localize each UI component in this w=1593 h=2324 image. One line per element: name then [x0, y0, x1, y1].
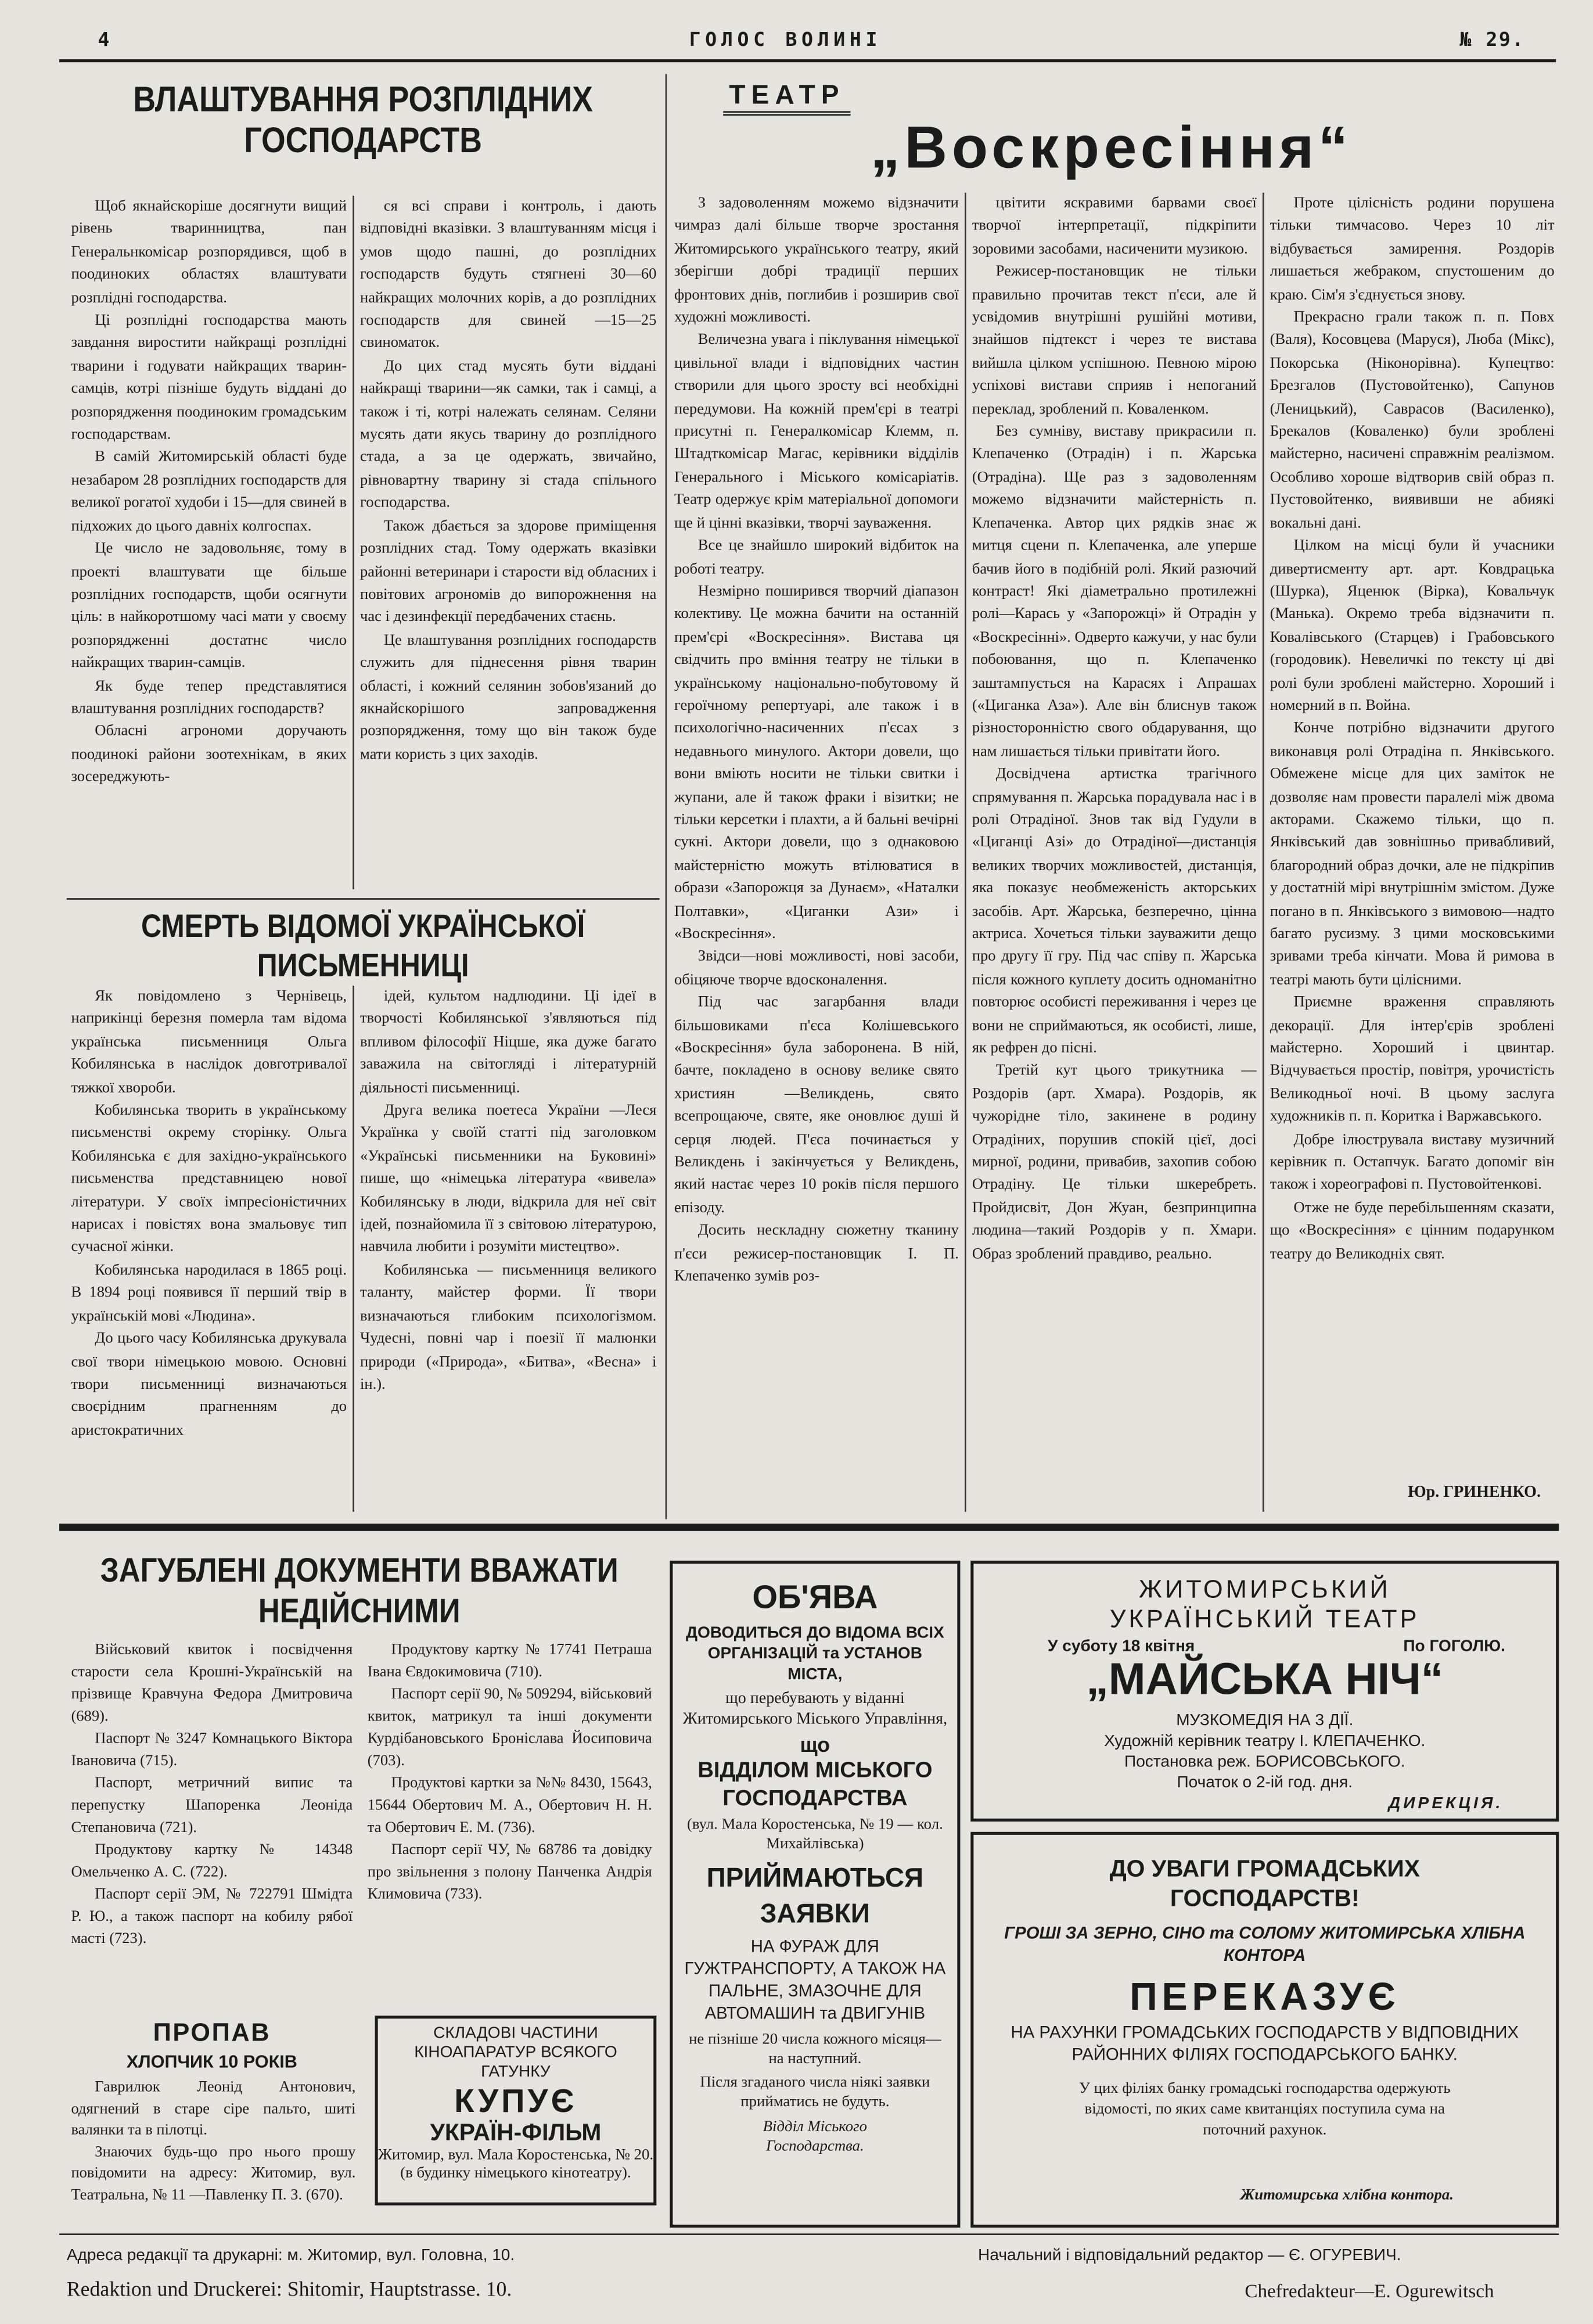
footer-editor-uk: Начальний і відповідальний редактор — Є. ОГУРЕВИЧ. — [978, 2247, 1401, 2265]
column-divider — [353, 986, 354, 1512]
paragraph: Величезна увага і піклування німецької цивільної влади і відповідних частин створили для цього зросту всі необхідні передумови. На кожній прем'єрі в театрі присутні п. Генералкомісар Клемм, п. Штадткомісар Магас, керівники відділів Генерального і Міського комісаріатів. Театр одержує крім матеріальної допомоги ще й цінні вказівки, творчі зауваження. — [674, 332, 959, 532]
paragraph: Все це знайшло широкий відбиток на роботі театру. — [674, 538, 959, 577]
paragraph: Знаючих будь-що про нього прошу повідомити на адресу: Житомир, вул. Театральна, № 11 —Павленку П. З. (670). — [71, 2143, 356, 2203]
section-divider — [666, 74, 667, 1520]
breeding-col-2 — [360, 196, 656, 892]
paragraph: Військовий квиток і посвідчення старости села Крошні-Українській на прізвище Кравчуна Федора Дмитровича (689). — [71, 1642, 353, 1726]
announcement-deadline: не пізніше 20 числа кожного місяця—на наступний. — [689, 2032, 941, 2068]
paragraph: Паспорт № 3247 Комнацького Віктора Івановича (715). — [71, 1731, 353, 1770]
paragraph: До цього часу Кобилянська друкувала свої твори німецькою мовою. Основні твори письменниці визначаються своєрідним прагненням до аристократичних — [71, 1331, 347, 1439]
footer-address-de: Redaktion und Druckerei: Shitomir, Hauptstrasse. 10. — [66, 2279, 512, 2302]
column-divider — [1263, 193, 1264, 1512]
grain-ad — [970, 1832, 1559, 2228]
ukrfilm-buys: КУПУЄ — [454, 2082, 577, 2120]
paragraph: З задоволенням можемо відзначити чимраз далі більше творче зростання Житомирського українського театру, який зберігши добрі традиції перших фронтових днів, поглибив і розширив свої художні можливості. — [674, 195, 959, 326]
paragraph: Отже не буде перебільшенням сказати, що «Воскресіння» є цінним подарунком театру до Великодніх свят. — [1270, 1200, 1555, 1263]
announcement-title: ОБ'ЯВА — [752, 1578, 878, 1616]
column-divider — [353, 196, 354, 889]
paragraph: Третій кут цього трикутника — Роздорів (арт. Хмара). Роздорів, як чужорідне тіло, закинене в родину Отрадіних, порушив спокій цієї, досі мирної, родини, привабив, захопив собою Отрадіну. Це тільки шкеребреть. Пройдисвіт, Дон Жуан, безпринципна людина—такий Роздорів у п. Хмари. Образ зроблений правдиво, реально. — [972, 1063, 1257, 1263]
paragraph: Звідси—нові можливості, нові засоби, обіцяюче творче вдосконалення. — [674, 949, 959, 989]
missing-text — [71, 2078, 355, 2211]
announcement-signature: Відділ Міського Господарства. — [763, 2119, 868, 2156]
paragraph: Досить нескладну сюжетну тканину п'єси режисер-постановщик І. П. Клепаченко зумів роз- — [674, 1223, 959, 1285]
paragraph: Незмірно поширився творчий діапазон колективу. Це можна бачити на останній прем'єрі «Воскресіння». Вистава ця свідчить про вміння театру не тільки в українському національно-побутовому й героїчному репертуарі, але також і в психологічно-насиченних п'єсах з недавнього минулого. Актори довели, що вони вміють носити не тільки свитки і жупани, але й також фраки і візитки; не тільки керсетки і плахти, а й бальні вечірні сукні. Актори довели, що з однаковою майстерністю можуть втілюватися в образи «Запорожця за Дунаєм», «Наталки Полтавки», «Циганки Ази» і «Воскресіння». — [674, 584, 959, 943]
paragraph: Щоб якнайскоріше досягнути вищий рівень тваринництва, пан Генеральнкомісар розпорядився, щоб в поодиноких областях влаштувати розплідні господарства. — [71, 198, 347, 307]
paragraph: Паспорт серії 90, № 509294, військовий квиток, матрикул та інші документи Курдібановського Броніслава Йосиповича (703). — [367, 1686, 652, 1770]
paragraph: Прекрасно грали також п. п. Повх (Валя), Косовцева (Маруся), Люба (Мікс), Покорська (Ніконорівна). Купецтво: Брезгалов (Пустовойтенко), Сапунов (Леницький), Саврасов (Василенко), Брекалов (Коваленко) були зроблені майстерно, насичені справжнім реалізмом. Особливо хороше відтворив свій образ п. Пустовойтенко, виявивши не абиякі вокальні дані. — [1270, 310, 1555, 532]
obituary-title: СМЕРТЬ ВІДОМОЇ УКРАЇНСЬКОЇ ПИСЬМЕННИЦІ — [141, 909, 585, 985]
grain-ad-title: ДО УВАГИ ГРОМАДСЬКИХ ГОСПОДАРСТВ! — [1109, 1857, 1420, 1912]
paragraph: Як буде тепер представлятися влаштування розплідних господарств? — [71, 678, 347, 717]
paragraph: ідей, культом надлюдини. Ці ідеї в творчості Кобилянської з'являються під впливом філософії Ніцше, яка дуже багато заважила на світогляді і літературній діяльності письменниці. — [360, 988, 657, 1097]
announcement-line2: що перебувають у віданні Житомирського Міського Управління, — [682, 1689, 948, 1729]
paragraph: В самій Житомирській області буде незабаром 28 розплідних господарств для великої рогатої худоби і 15—для свиней в підхожих до цього давніх колгоспах. — [71, 450, 347, 535]
theatre-ad-title: ЖИТОМИРСЬКИЙ УКРАЇНСЬКИЙ ТЕАТР — [1109, 1575, 1420, 1633]
paragraph: Гаврилюк Леонід Антонович, одягнений в старе сіре пальто, шиті валянки та в пілотці. — [71, 2079, 356, 2139]
paragraph: Приємне враження справляють декорації. Для інтер'єрів зроблені майстерно. Хороший і цвинтар. Відчувається простір, повітря, урочистість Великодньої ночі. В цьому заслуга художників п. п. Коритка і Варжавського. — [1270, 994, 1555, 1126]
breeding-article-title: ВЛАШТУВАННЯ РОЗПЛІДНИХ ГОСПОДАРСТВ — [133, 80, 593, 161]
paragraph: Паспорт серії ЧУ, № 68786 та довідку про звільнення з полону Панченка Андрія Климовича (733). — [367, 1842, 652, 1903]
issue-number: № 29. — [1459, 30, 1525, 52]
announcement-note: Після згаданого числа ніякі заявки прийматись не будуть. — [700, 2075, 930, 2111]
lost-documents-col-1 — [71, 1639, 353, 2017]
announcement-line3: що — [800, 1732, 830, 1757]
newspaper-title: ГОЛОС ВОЛИНІ — [689, 30, 882, 52]
footer-rule — [59, 2233, 1559, 2235]
divider — [67, 898, 660, 900]
grain-ad-transfers: ПЕРЕКАЗУЄ — [1130, 1974, 1400, 2019]
obituary-col-2 — [360, 986, 656, 1512]
footer-editor-de: Chefredakteur—E. Ogurewitsch — [1245, 2279, 1494, 2302]
announcement-items: НА ФУРАЖ ДЛЯ ГУЖТРАНСПОРТУ, А ТАКОЖ НА ПАЛЬНЕ, ЗМАЗОЧНЕ ДЛЯ АВТОМАШИН та ДВИГУНІВ — [684, 1938, 946, 2023]
paragraph: Конче потрібно відзначити другого виконавця ролі Отрадіна п. Янківського. Обмежене місце для цих заміток не дозволяє нам провести паралелі між двома акторами. Скажемо тільки, що п. Янківський дав зовнішньо привабливий, благородний образ дочки, але не підкріпив у достатній мірі внутрішнім змістом. Дуже погано в п. Янківського з вимовою—надто багато русизму. З цими московськими зривами треба кінчати. Мова й римова в театрі мають бути цілісними. — [1270, 720, 1555, 989]
announcement-address: (вул. Мала Коростенська, № 19 — кол. Михайлівська) — [686, 1817, 943, 1853]
paragraph: ся всі справи і контроль, і дають відповідні вказівки. З влаштуванням місця і умов щодо пашні, до розплідних господарств будуть стягнені 30—60 найкращих молочних корів, а до розплідних господарств для свиней —15—25 свиноматок. — [360, 198, 657, 352]
theatre-ad-date: У суботу 18 квітня — [1047, 1637, 1195, 1656]
theatre-review-signature: Юр. ГРИНЕНКО. — [1408, 1484, 1541, 1502]
announcement-box — [670, 1561, 960, 2228]
lost-documents-title: ЗАГУБЛЕНІ ДОКУМЕНТИ ВВАЖАТИ НЕДІЙСНИМИ — [100, 1552, 618, 1631]
grain-ad-signature: Житомирська хлібна контора. — [1240, 2187, 1454, 2204]
grain-ad-line1: ГРОШІ ЗА ЗЕРНО, СІНО та СОЛОМУ ЖИТОМИРСЬКА ХЛІБНА КОНТОРА — [1004, 1925, 1526, 1966]
theatre-rubric: ТЕАТР — [723, 80, 851, 116]
theatre-ad-author: По ГОГОЛЮ. — [1403, 1637, 1505, 1656]
obituary-col-1 — [71, 986, 347, 1512]
paragraph: Ці розплідні господарства мають завдання виростити найкращі розплідні тварини і годувати найкращих тварин-самців, котрі пізніше будуть віддані до розпорядження поодиноким громадським господарствам. — [71, 312, 347, 444]
paragraph: Паспорт, метричний випис та перепустку Шапоренка Леоніда Степановича (721). — [71, 1775, 353, 1837]
missing-title: ПРОПАВ — [153, 2018, 271, 2047]
breeding-col-1 — [71, 196, 347, 892]
theatre-col-3 — [1270, 193, 1555, 1482]
theatre-ad-start: Початок о 2-ій год. дня. — [1177, 1774, 1353, 1792]
theatre-ad — [970, 1561, 1559, 1822]
footer-address-uk: Адреса редакції та друкарні: м. Житомир, вул. Головна, 10. — [66, 2247, 515, 2265]
theatre-ad-director: Художній керівник театру І. КЛЕПАЧЕНКО. — [1104, 1732, 1426, 1751]
paragraph: Під час загарбання влади більшовиками п'єса Колішевського «Воскресіння» була заборонена. В ній, бачте, покладено в основу велике свято християн —Великдень, свято всепрощаюче, святе, яке оновлює душі й серця людей. П'єса починається у Великдень і закінчується у Великдень, який настає через 10 років після першого епізоду. — [674, 994, 959, 1217]
grain-ad-line3: У цих філіях банку громадські господарства одержують відомості, по яких саме квитанціях поступила сума на поточний рахунок. — [1078, 2081, 1451, 2139]
header-rule — [59, 59, 1556, 62]
paragraph: Продуктову картку № 17741 Петраша Івана Євдокимовича (710). — [367, 1642, 652, 1681]
theatre-col-1 — [674, 193, 959, 1512]
lost-documents-col-2 — [368, 1639, 652, 2010]
thick-section-rule — [59, 1524, 1559, 1531]
paragraph: Як повідомлено з Чернівець, наприкінці березня померла там відома українська письменниця Ольга Кобилянська в наслідок довготривалої тяжкої хвороби. — [71, 988, 347, 1097]
paragraph: цвітити яскравими барвами своєї творчої інтерпретації, підкріпити зоровими засобами, насиченити музикою. — [972, 195, 1257, 258]
paragraph: Це число не задовольняє, тому в проекті влаштувати ще більше розплідних господарств, щоби осягнути ціль: в найкоротшому часі мати у своєму розпорядженні достатнє число найкращих тварин-самців. — [71, 541, 347, 672]
theatre-ad-genre: МУЗКОМЕДІЯ НА 3 ДІЇ. — [1176, 1712, 1354, 1730]
paragraph: До цих стад мусять бути віддані найкращі тварини—як самки, так і самці, а також і ті, котрі належать селянам. Селяни мусять дати якусь тварину до розплідного стада, а за це одержать, звичайно, рівновартну тварину зі стада спільного господарства. — [360, 358, 657, 512]
paragraph: Кобилянська — письменниця великого таланту, майстер форми. Її твори визначаються глибоким психологізмом. Чудесні, повні чар і поезії її малюнки природи («Природа», «Битва», «Весна» і ін.). — [360, 1262, 657, 1393]
announcement-line1: ДОВОДИТЬСЯ ДО ВІДОМА ВСІХ ОРГАНІЗАЦІЙ та УСТАНОВ МІСТА, — [685, 1624, 944, 1684]
paragraph: Продуктові картки за №№ 8430, 15643, 15644 Обертович М. А., Обертович Н. Н. та Обертович Е. М. (736). — [367, 1775, 652, 1837]
ukrfilm-company: УКРАЇН-ФІЛЬМ — [430, 2121, 602, 2146]
paragraph: Кобилянська народилася в 1865 році. В 1894 році появився її перший твір в українській мові «Людина». — [71, 1262, 347, 1325]
theatre-review-title: „Воскресіння“ — [870, 116, 1353, 181]
theatre-ad-signature: ДИРЕКЦІЯ. — [1388, 1794, 1504, 1813]
ukrfilm-ad — [375, 2016, 657, 2206]
paragraph: Друга велика поетеса України —Леся Українка у своїй статті під заголовком «Українські письменники на Буковині» пише, що «німецька література «вивела» Кобилянську в люди, відкрила для неї світ ідей, познайомила її з світовою літературою, навчила любити і розуміти мистецтво». — [360, 1102, 657, 1256]
paragraph: Це влаштування розплідних господарств служить для піднесення рівня тварин області, і кожний селянин зобов'язаний до якнайскорішого запровадження розпорядження, тому що він також буде мати користь з цих заходів. — [360, 632, 657, 763]
paragraph: Паспорт серії ЭМ, № 722791 Шмідта Р. Ю., а також паспорт на кобилу рябої масті (723). — [71, 1887, 353, 1948]
paragraph: Кобилянська творить в українському письменстві окрему сторінку. Ольга Кобилянська є для західно-українського письменства представницею нової літератури. У своїх імпресіоністичних нарисах і повістях вона змальовує тип сучасної жінки. — [71, 1102, 347, 1256]
paragraph: Обласні агрономи доручають поодинокі райони зоотехнікам, в яких зосереджують- — [71, 724, 347, 786]
column-divider — [965, 193, 966, 1512]
paragraph: Без сумніву, виставу прикрасили п. Клепаченко (Отрадін) і п. Жарська (Отрадіна). Ще раз з задоволенням можемо відзначити майстерність п. Клепаченка. Автор цих рядків знає ж митця сцени п. Клепаченка, але уперше бачив його в подібній ролі. Який разючий контраст! Які діаметрально протилежні ролі—Карась у «Запорожці» й Отрадін у «Воскресінні». Одверто кажучи, у нас були побоювання, що п. Клепаченко заштампується на Карасях і Апрашах («Циганка Аза»). Але він блиснув також різносторонністю свого обдарування, що нам лишається тільки привітати його. — [972, 423, 1257, 760]
paragraph: Добре ілюструвала виставу музичний керівник п. Остапчук. Багато допоміг він також і хореографові п. Пустовойтенкові. — [1270, 1132, 1555, 1194]
paragraph: Проте цілісність родини порушена тільки тимчасово. Через 10 літ відбувається замирення. Роздорів лишається жебраком, спустошеним до краю. Сім'я з'єднується знову. — [1270, 195, 1555, 304]
announcement-accepting: ПРИЙМАЮТЬСЯ ЗАЯВКИ — [706, 1863, 924, 1928]
page-number: 4 — [98, 30, 114, 52]
missing-subtitle: ХЛОПЧИК 10 РОКІВ — [126, 2051, 297, 2072]
grain-ad-line2: НА РАХУНКИ ГРОМАДСЬКИХ ГОСПОДАРСТВ У ВІДПОВІДНИХ РАЙОННИХ ФІЛІЯХ ГОСПОДАРСЬКОГО БАНКУ. — [1011, 2024, 1519, 2065]
paragraph: Режисер-постановщик не тільки правильно прочитав текст п'єси, але й усвідомив внутрішні рушійні мотиви, знайшов підтекст і через те вистава вийшла цілком успішною. Певною мірою успіхові вистави сприяв і непоганий переклад, зроблений п. Коваленком. — [972, 264, 1257, 418]
theatre-col-2 — [972, 193, 1257, 1512]
ukrfilm-line: СКЛАДОВІ ЧАСТИНИ КІНОАПАРАТУР ВСЯКОГО ГАТУНКУ — [414, 2024, 617, 2081]
paragraph: Також дбається за здорове приміщення розплідних стад. Тому одержать вказівки районні ветеринари і старости від обласних і повітових агрономів до випорожнення на час і дезинфекції передбачених стаєнь. — [360, 518, 657, 626]
paragraph: Продуктову картку № 14348 Омельченко А. С. (722). — [71, 1842, 353, 1881]
paragraph: Цілком на місці були й учасники дивертисменту арт. арт. Ковдрацька (Шурка), Яценюк (Вірка), Ковальчук (Манька). Окремо треба відзначити п. Ковалівського (Старцев) і Грабовського (городовик). Невеличкі по тексту ці дві ролі були зроблені майстерно. Хороший і номерний в п. Война. — [1270, 538, 1555, 714]
theatre-ad-staging: Постановка реж. БОРИСОВСЬКОГО. — [1124, 1753, 1405, 1772]
ukrfilm-address: Житомир, вул. Мала Коростенська, № 20. — [377, 2147, 654, 2164]
announcement-dept: ВІДДІЛОМ МІСЬКОГО ГОСПОДАРСТВА — [697, 1758, 933, 1812]
ukrfilm-note: (в будинку німецького кінотеатру). — [400, 2165, 631, 2182]
paragraph: Досвідчена артистка трагічного спрямування п. Жарська порадувала нас і в ролі Отрадіної. Знов так від Гудули в «Циганці Азі» до Отрадіної—дистанція великих творчих можливостей, дистанція, яка показує необмеженість акторських засобів. Арт. Жарська, безперечно, цінна актриса. Хочеться тільки зауважити дещо про другу її гру. Під час співу п. Жарська після кожного куплету досить одноманітно повторює особисті переживання і через це вони не сприймаються, як особисті, лише, як рефрен до пісні. — [972, 766, 1257, 1057]
theatre-ad-play: „МАЙСЬКА НІЧ“ — [1086, 1655, 1444, 1705]
